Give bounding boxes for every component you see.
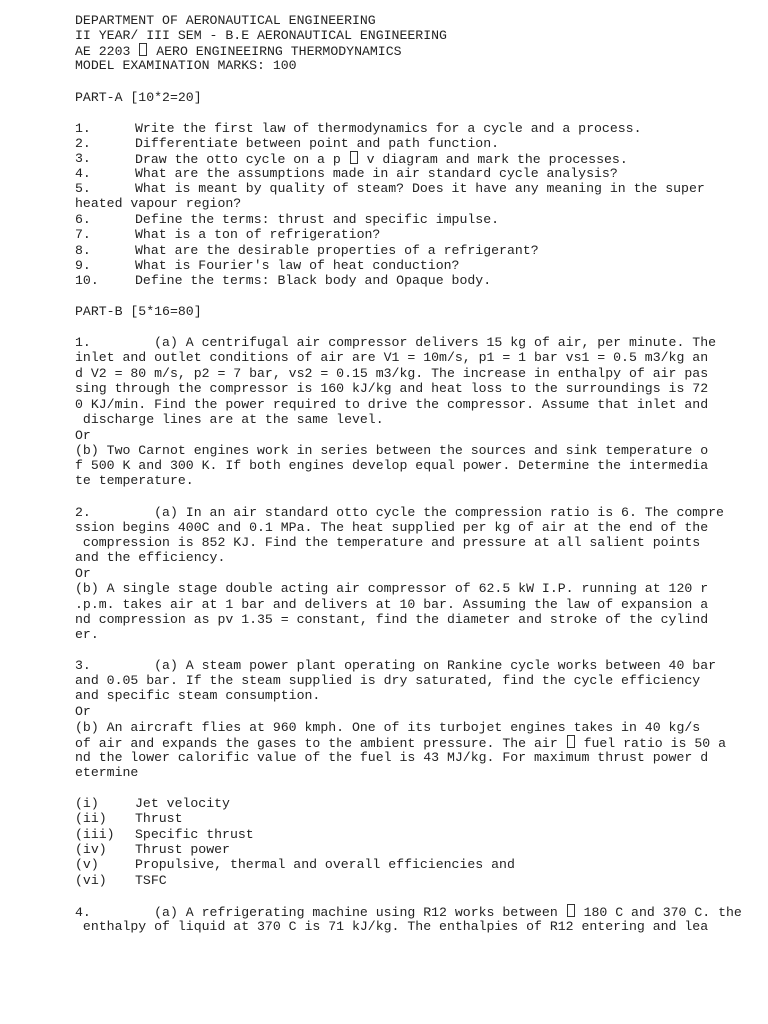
missing-glyph-icon	[139, 43, 147, 56]
exam-paper: DEPARTMENT OF AERONAUTICAL ENGINEERING II YEAR/ III SEM - B.E AERONAUTICAL ENGINEERING AE 2203 AERO ENGINEEIRNG THERMODYNAMICS MODEL EXAMINATION MARKS: 100 PART-A [10*2=20] 1. Write the first law of thermodynamics for a cycle and a process. 2. Differentiate between point and path function. 3. Draw the otto cycle on a p v diagram and mark the processes. 4. What are the assumptions made in air standard cycle analysis? 5. What is meant by quality of steam? Does it have any meaning in the super heated vapour region? 6. Define the terms: thrust and specific impulse. 7. What is a ton of refrigeration? 8. What are the desirable properties of a refrigerant? 9. What is Fourier's law of heat conduction? 10. Define the terms: Black body and Opaque body. PART-B [5*16=80] 1. (a) A centrifugal air compressor delivers 15 kg of air, per minute. The inlet and outlet conditions of air are V1 = 10m/s, p1 = 1 bar vs1 = 0.5 m3/kg an d V2 = 80 m/s, p2 = 7 bar, vs2 = 0.15 m3/kg. The increase in enthalpy of air pas sing through the compressor is 160 kJ/kg and heat loss to the surroundings is 72 0 KJ/min. Find the power required to drive the compressor. Assume that inlet and discharge lines are at the same level. Or (b) Two Carnot engines work in series between the sources and sink temperature o f 500 K and 300 K. If both engines develop equal power. Determine the intermedia te temperature. 2. (a) In an air standard otto cycle the compression ratio is 6. The compre ssion begins 400C and 0.1 MPa. The heat supplied per kg of air at the end of the compression is 852 KJ. Find the temperature and pressure at all salient points and the efficiency. Or (b) A single stage double acting air compressor of 62.5 kW I.P. running at 120 r .p.m. takes air at 1 bar and delivers at 10 bar. Assuming the law of expansion a nd compression as pv 1.35 = constant, find the diameter and stroke of the cylind er. 3. (a) A steam power plant operating on Rankine cycle works between 40 bar and 0.05 bar. If the steam supplied is dry saturated, find the cycle efficiency and specific steam consumption. Or (b) An aircraft flies at 960 kmph. One of its turbojet engines takes in 40 kg/s of air and expands the gases to the ambient pressure. The air fuel ratio is 50 a nd the lower calorific value of the fuel is 43 MJ/kg. For maximum thrust power d etermine (i) Jet velocity (ii) Thrust (iii) Specific thrust (iv) Thrust power (v) Propulsive, thermal and overall efficiencies and (vi) TSFC 4. (a) A refrigerating machine using R12 works between 180 C and 370 C. the enthalpy of liquid at 370 C is 71 kJ/kg. The enthalpies of R12 entering and lea	[75, 13, 742, 934]
exam-line: MODEL EXAMINATION MARKS: 100	[75, 58, 297, 73]
missing-glyph-icon	[567, 904, 575, 917]
part-b-title: PART-B [5*16=80]	[75, 304, 202, 319]
department-line: DEPARTMENT OF AERONAUTICAL ENGINEERING	[75, 13, 376, 28]
year-line: II YEAR/ III SEM - B.E AERONAUTICAL ENGINEERING	[75, 28, 447, 43]
course-line: AE 2203 AERO ENGINEEIRNG THERMODYNAMICS	[75, 44, 402, 59]
part-a-title: PART-A [10*2=20]	[75, 90, 202, 105]
missing-glyph-icon	[567, 735, 575, 748]
missing-glyph-icon	[350, 151, 358, 164]
